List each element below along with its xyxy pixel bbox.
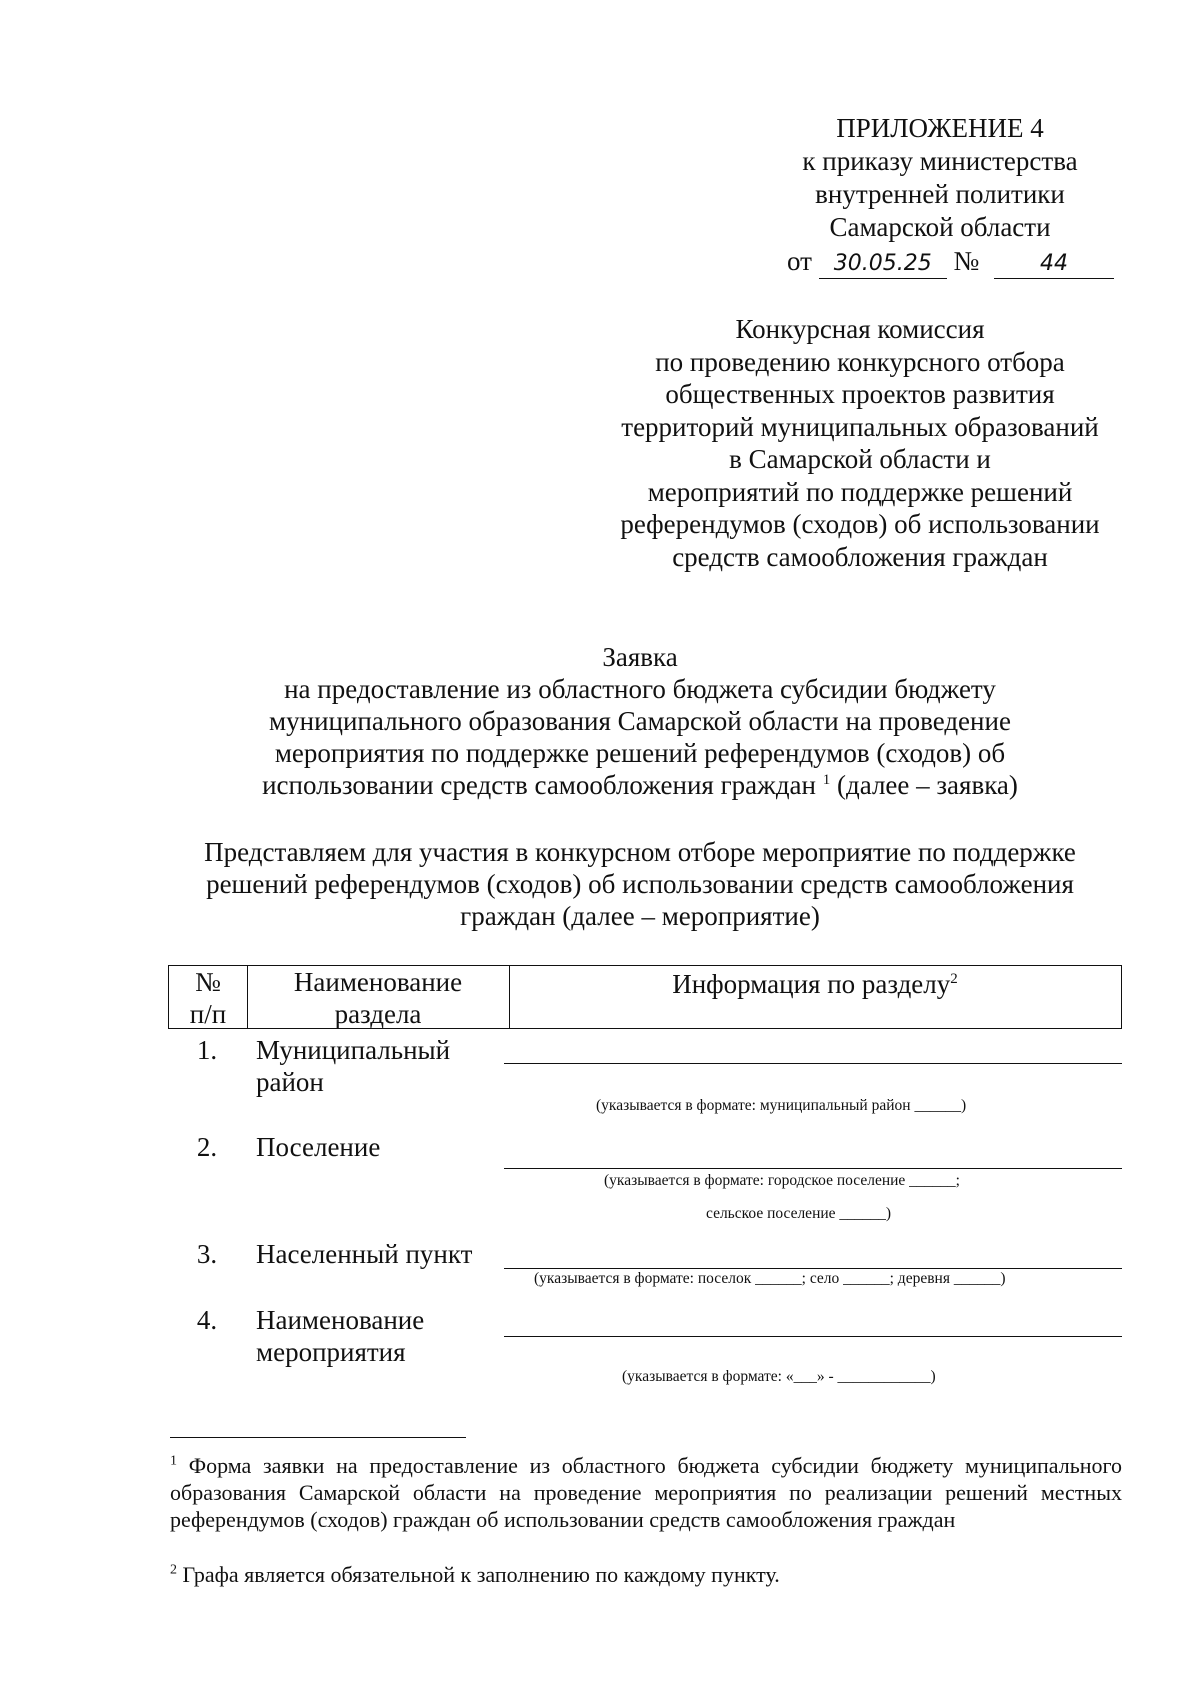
table-header — [168, 965, 1122, 1029]
row-name-line: Наименование — [256, 1305, 425, 1335]
header-name-sublabel: раздела — [334, 999, 422, 1029]
appendix-title: ПРИЛОЖЕНИЕ 4 — [836, 113, 1044, 143]
footnote-1 — [170, 1452, 1122, 1533]
header-number-cell — [169, 966, 248, 1028]
intro-line: решений референдумов (сходов) об использовании средств самообложения — [206, 869, 1074, 899]
fill-line-event-name[interactable] — [504, 1336, 1122, 1337]
application-title: Заявка — [602, 642, 678, 672]
row-hint: сельское поселение ______) — [706, 1205, 892, 1222]
row-name-line: Населенный пункт — [256, 1239, 473, 1269]
intro-line: Представляем для участия в конкурсном отборе мероприятие по поддержке — [204, 837, 1076, 867]
commission-line: в Самарской области и — [729, 444, 991, 474]
number-label: № — [953, 246, 980, 276]
application-line: мероприятия по поддержке решений референдумов (сходов) об — [274, 738, 1006, 768]
row-hint: (указывается в формате: муниципальный район ______) — [596, 1097, 967, 1114]
footnote-2 — [170, 1561, 1122, 1588]
commission-line: по проведению конкурсного отбора — [655, 346, 1065, 377]
row-hint: (указывается в формате: поселок ______; село ______; деревня ______) — [534, 1270, 1006, 1287]
row-number: 1. — [196, 1035, 218, 1065]
row-name — [256, 1034, 506, 1098]
header-name-cell — [247, 966, 510, 1028]
from-label: от — [787, 246, 812, 276]
intro-paragraph — [160, 836, 1120, 932]
row-name — [256, 1304, 506, 1368]
commission-line: средств самообложения граждан — [672, 541, 1048, 572]
footnote-ref-2: 2 — [950, 971, 958, 987]
application-line-text: использовании средств самообложения граждан — [262, 770, 816, 800]
order-date-number-line — [787, 246, 1114, 279]
footnote-1-text: Форма заявки на предоставление из областного бюджета субсидии бюджету муниципального образования Самарской области на проведение мероприятия по реализации решений местных референдумов (сходов) граждан об использовании средств самообложения граждан — [170, 1453, 1122, 1532]
fill-line-district[interactable] — [504, 1063, 1122, 1064]
commission-line: мероприятий по поддержке решений — [647, 476, 1073, 507]
order-date-field: 30.05.25 — [819, 252, 947, 279]
row-name-line: район — [256, 1067, 324, 1097]
header-info-cell — [509, 966, 1121, 1028]
intro-line: граждан (далее – мероприятие) — [460, 901, 820, 931]
commission-line: Конкурсная комиссия — [735, 314, 985, 344]
header-number-sublabel: п/п — [189, 999, 227, 1029]
appendix-line-1: к приказу министерства — [802, 146, 1078, 176]
row-hint: (указывается в формате: «___» - ____________) — [622, 1368, 936, 1385]
appendix-line-2: внутренней политики — [815, 179, 1065, 209]
fill-line-locality[interactable] — [504, 1268, 1122, 1269]
header-number-label: № — [195, 967, 221, 997]
fill-line-settlement[interactable] — [504, 1168, 1122, 1169]
appendix-line-3: Самарской области — [829, 212, 1051, 242]
footnote-2-text: Графа является обязательной к заполнению по каждому пункту. — [182, 1562, 780, 1587]
row-name — [256, 1238, 516, 1270]
row-name-line: Муниципальный — [256, 1035, 451, 1065]
commission-line: территорий муниципальных образований — [621, 411, 1099, 442]
commission-block — [580, 313, 1140, 573]
order-number-field: 44 — [994, 252, 1114, 279]
row-number: 2. — [196, 1132, 218, 1162]
application-line: на предоставление из областного бюджета субсидии бюджету — [284, 674, 996, 704]
application-block — [200, 641, 1080, 801]
row-number: 4. — [196, 1305, 218, 1335]
row-number: 3. — [196, 1239, 218, 1269]
appendix-header — [760, 112, 1120, 244]
footnote-1-mark: 1 — [170, 1453, 177, 1469]
row-name-line: мероприятия — [256, 1337, 406, 1367]
row-name-line: Поселение — [256, 1132, 381, 1162]
row-hint: (указывается в формате: городское поселение ______; — [604, 1172, 960, 1189]
footnote-ref-1: 1 — [822, 772, 831, 788]
commission-line: референдумов (сходов) об использовании — [620, 509, 1100, 539]
footnote-2-mark: 2 — [170, 1562, 177, 1578]
application-line-last — [200, 769, 1080, 801]
footnote-separator — [170, 1437, 466, 1438]
application-line-text: (далее – заявка) — [837, 770, 1018, 800]
commission-line: общественных проектов развития — [665, 379, 1055, 409]
application-line: муниципального образования Самарской области на проведение — [269, 706, 1011, 736]
header-name-label: Наименование — [293, 967, 463, 997]
header-info-label: Информация по разделу — [672, 969, 951, 999]
row-name — [256, 1131, 506, 1163]
